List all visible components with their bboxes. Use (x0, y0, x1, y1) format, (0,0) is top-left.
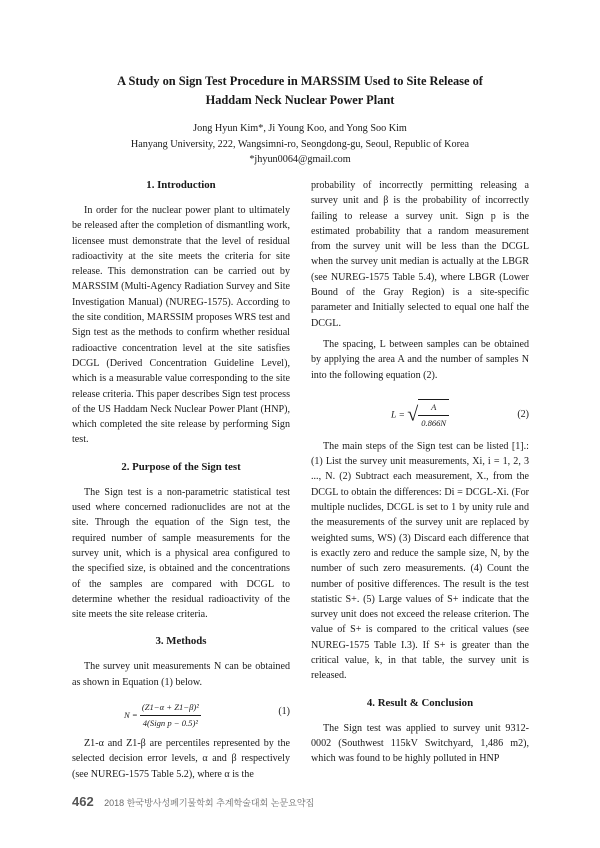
equation-1-label: (1) (278, 706, 290, 718)
author-block (40, 121, 560, 168)
right-column (311, 178, 529, 767)
methods-text-4: The main steps of the Sign test can be listed [1].: (1) List the survey unit measurements, Xi, i = 1, 2, 3 ..., N. (2) Subtract each measurement, X., from the DCGL to obtain the differences: Di = DCGL-Xi. (For multiple nuclides, DCGL is set to 1 by unity rule and the measurements of the survey unit are replaced by weighted sums, WS) (3) Discard each difference that is exactly zero and reduce the sample size, N, by the number of such zero measurements. (4) Count the number of positive differences. The result is the test statistic S+. (5) Large values of S+ indicate that the survey unit does not exceed the release criterion. The value of S+ is compared to the critical values (see NUREG-1575 Table I.3). If S+ is greater than the critical value, k, in that table, the survey unit is released. (311, 440, 529, 682)
purpose-text: The Sign test is a non-parametric statistical test used where concerned radionuclides are not at the site. Through the equation of the Sign test, the required number of sample measurements for the survey unit, which is a physical area configured to the specified size, is obtained and the concentrations of the samples are compared with DCGL to determine whether the residual radioactivity of the site meets the site release criteria. (72, 486, 290, 621)
equation-1-lhs: N = (124, 709, 138, 720)
sqrt-symbol: √ $\frac{A}{0.866N}$ (407, 399, 449, 432)
purpose-heading: 2. Purpose of the Sign test (121, 460, 241, 473)
page-footer (72, 793, 314, 811)
left-column (72, 178, 290, 782)
equation-1-denominator: 4(Sign p − 0.5)² (142, 718, 198, 729)
methods-text-3: The spacing, L between samples can be obtained by applying the area A and the number of samples N into the following equation (2). (311, 338, 529, 381)
paper-title (60, 72, 540, 110)
title-line-1: A Study on Sign Test Procedure in MARSSIM Used to Site Release of (117, 74, 483, 88)
author-names: Jong Hyun Kim*, Ji Young Koo, and Yong Soo Kim (193, 123, 407, 134)
result-text: The Sign test was applied to survey unit 9312-0002 (Southwest 115kV Switchyard, 1,486 m2), which was found to be highly polluted in HNP (311, 722, 529, 765)
title-line-2: Haddam Neck Nuclear Power Plant (205, 93, 395, 107)
equation-1 (72, 696, 290, 730)
equation-2 (311, 393, 529, 427)
equation-2-denominator: 0.866N (421, 418, 447, 429)
introduction-text: In order for the nuclear power plant to ultimately be released after the completion of dismantling work, licensee must demonstrate that the level of residual radioactivity at the site meets the criteria for site release. This demonstration can be carried out by MARSSIM (Multi-Agency Radiation Survey and Site Investigation Manual) (NUREG-1575). According to the site condition, MARSSIM proposes WRS test and Sign test as the methods to confirm whether residual radioactive concentration level at the site satisfies DCGL (Derived Concentration Guideline Level), which is a measurable value corresponding to the site release criteria. This paper describes Sign test process of the US Haddam Neck Nuclear Power Plant (HNP), which completed the site release by performing Sign test. (72, 205, 290, 446)
methods-heading: 3. Methods (155, 635, 207, 648)
author-email: *jhyun0064@gmail.com (249, 154, 351, 165)
introduction-heading: 1. Introduction (146, 179, 216, 191)
conference-name: 2018 한국방사성폐기물학회 추계학술대회 논문요약집 (104, 798, 315, 808)
author-affiliation: Hanyang University, 222, Wangsimni-ro, Seongdong-gu, Seoul, Republic of Korea (130, 138, 470, 150)
methods-text-2: Z1-α and Z1-β are percentiles represented by the selected decision error levels, α and β respectively (see NUREG-1575 Table 5.2), where α is the (72, 738, 290, 780)
equation-2-lhs: L = (391, 410, 405, 421)
methods-text-2-cont: probability of incorrectly permitting releasing a survey unit and β is the probability of incorrectly failing to release a survey unit. Sign p is the estimated probability that a random measurement from the survey unit will be less than the DCGL when the survey unit median is actually at the LBGR (see NUREG-1575 Table 5.4), where LBGR (Lower Bound of the Gray Region) is a site-specific parameter and Initially selected to equal one half the DCGL. (311, 180, 529, 329)
equation-2-numerator: A (418, 400, 449, 416)
equation-1-numerator: (Z1−α + Z1−β)² (140, 700, 201, 716)
page-number: 462 (72, 794, 94, 809)
result-heading: 4. Result & Conclusion (366, 696, 474, 709)
equation-2-label: (2) (517, 408, 529, 420)
methods-text-1: The survey unit measurements N can be obtained as shown in Equation (1) below. (72, 661, 290, 688)
